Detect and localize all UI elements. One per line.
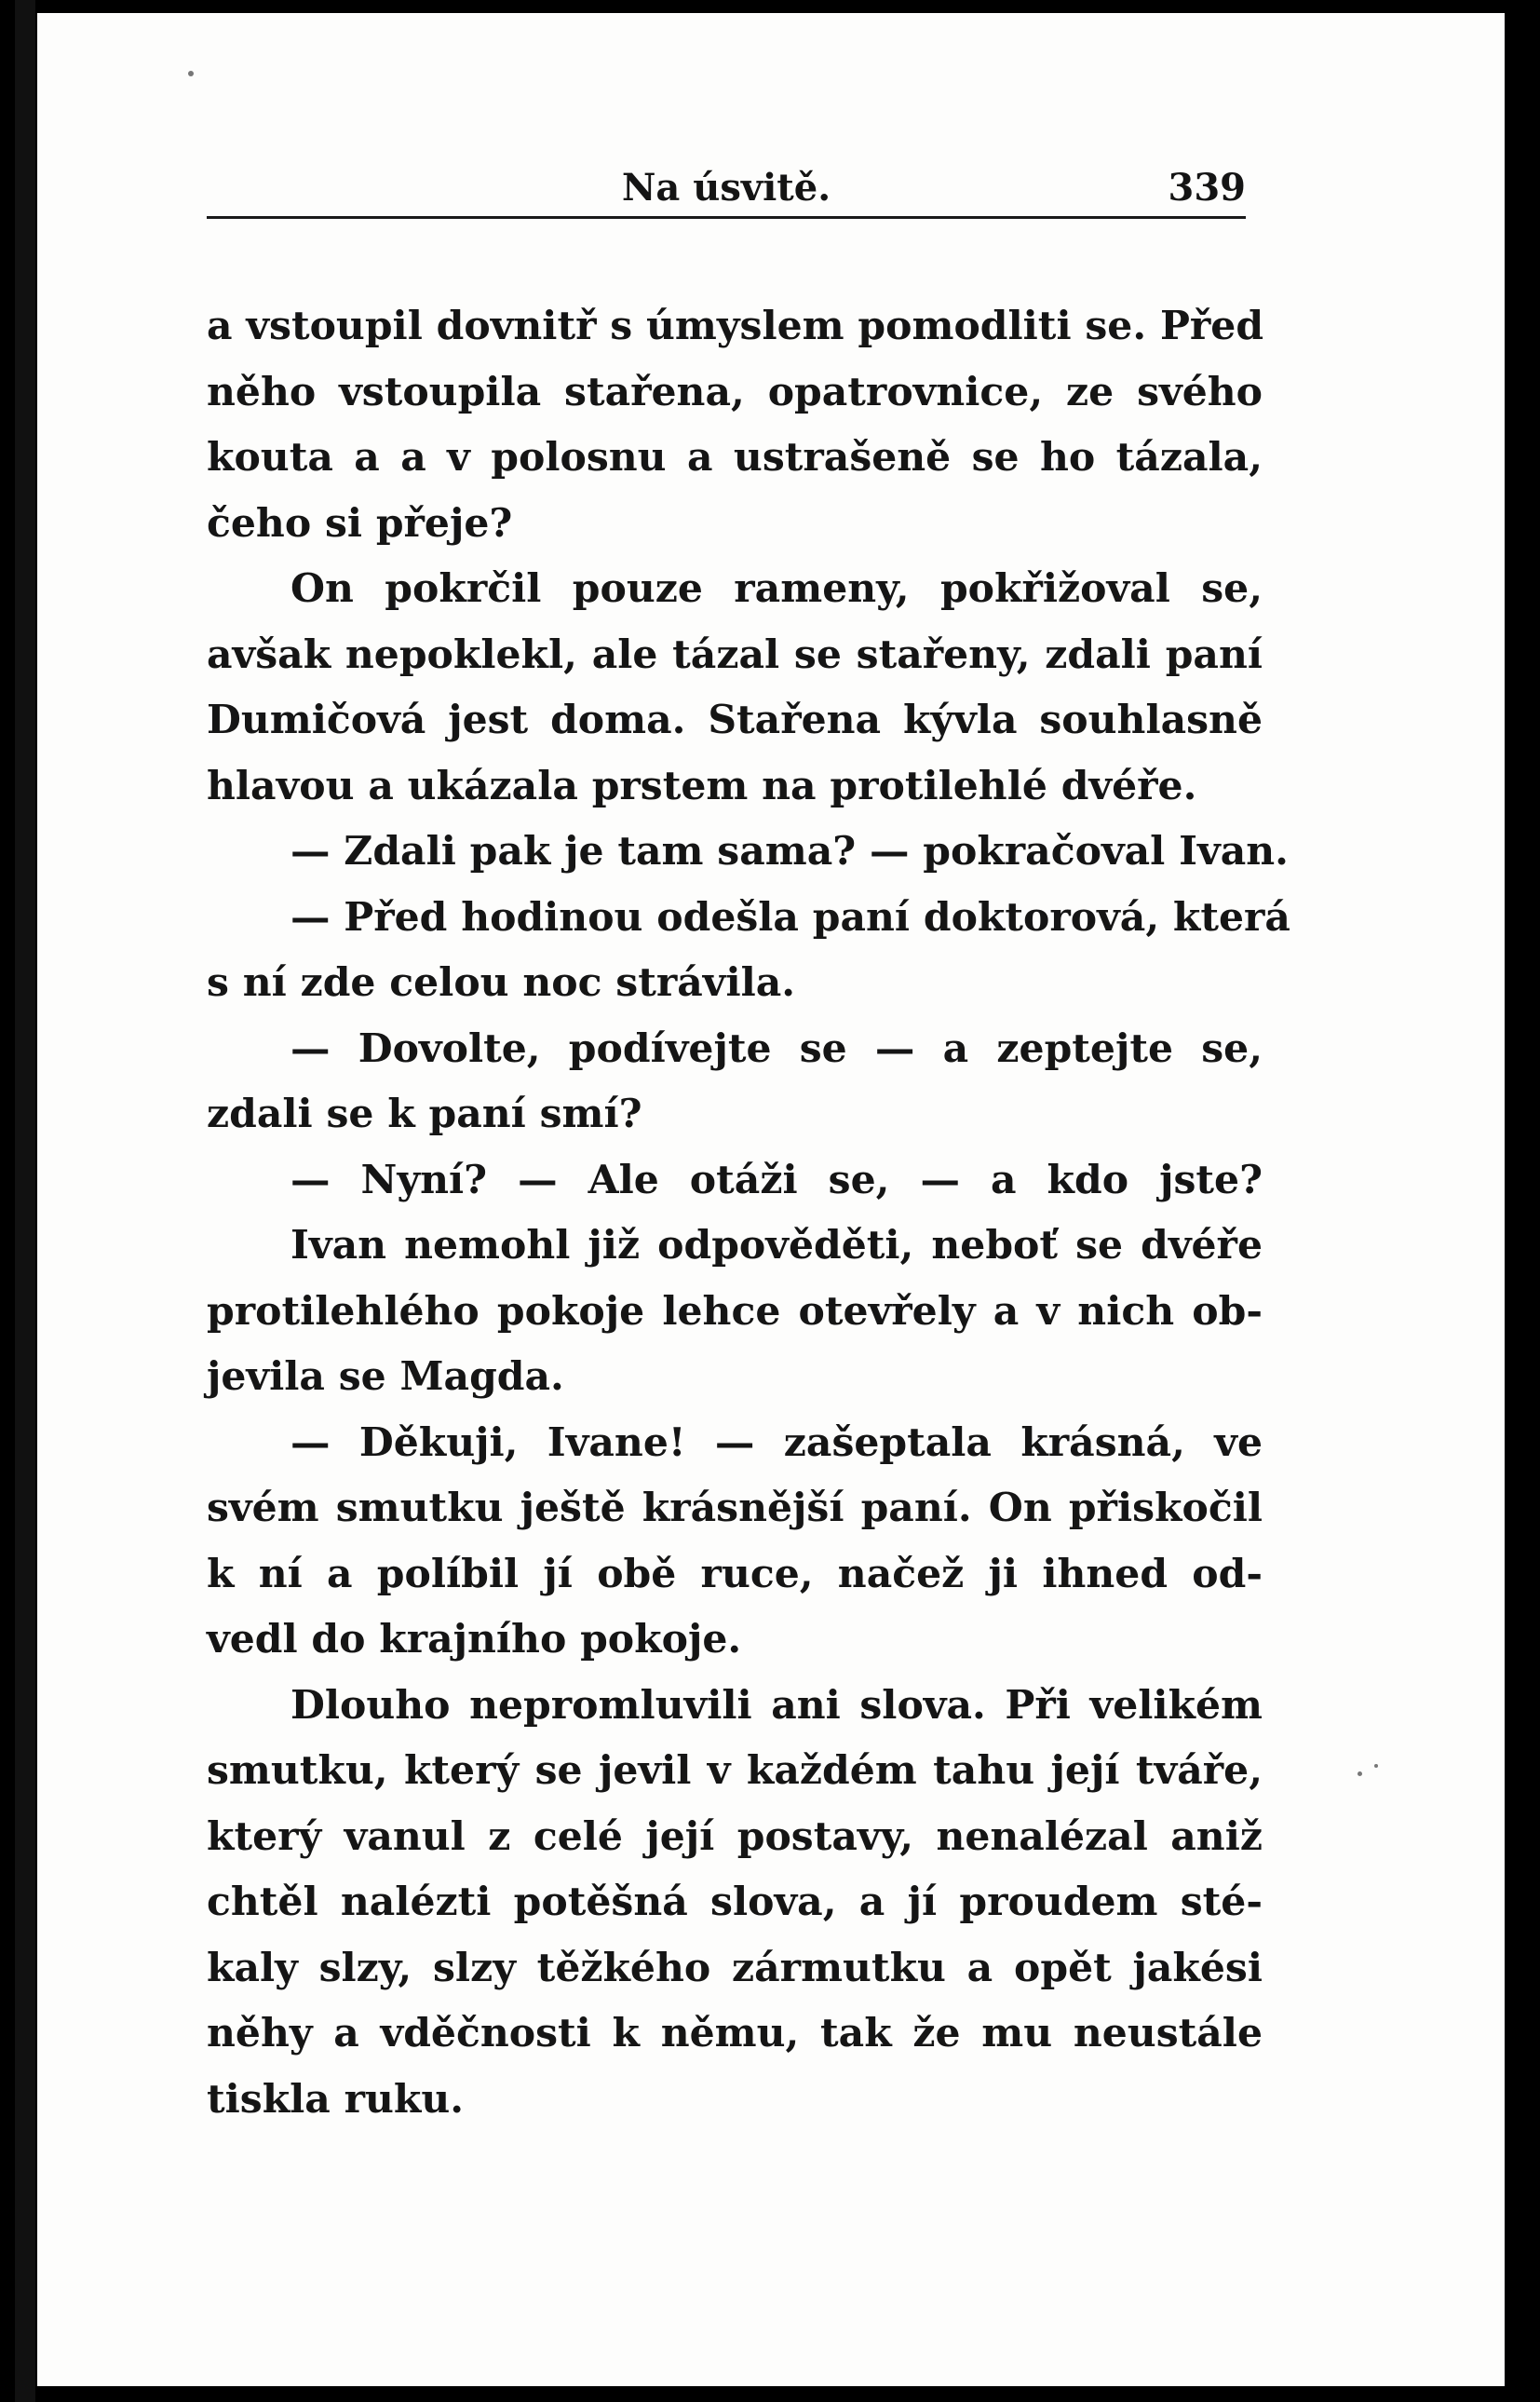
text-line: protilehlého pokoje lehce otevřely a v nich ob-	[207, 1287, 1263, 1335]
text-line: — Před hodinou odešla paní doktorová, která	[290, 893, 1290, 941]
text-line: chtěl nalézti potěšná slova, a jí proudem sté-	[207, 1879, 1263, 1925]
text-line: s ní zde celou noc strávila.	[207, 959, 796, 1006]
text-line: tiskla ruku.	[207, 2075, 465, 2123]
body-text	[207, 293, 1290, 2132]
text-line: kouta a a v polosnu a ustrašeně se ho tázala,	[207, 434, 1263, 481]
dust-speck	[188, 71, 194, 76]
text-line: smutku, který se jevil v každém tahu její tváře,	[207, 1747, 1263, 1794]
text-line: svém smutku ještě krásnější paní. On přiskočil	[207, 1485, 1263, 1531]
text-line: — Dovolte, podívejte se — a zeptejte se,	[290, 1025, 1263, 1072]
text-line: který vanul z celé její postavy, nenalézal aniž	[207, 1812, 1263, 1860]
text-line: avšak nepoklekl, ale tázal se stařeny, zdali paní	[207, 631, 1263, 678]
text-line: hlavou a ukázala prstem na protilehlé dvéře.	[207, 762, 1197, 809]
dust-speck	[1358, 1771, 1362, 1776]
page-binding-edge	[15, 0, 35, 2402]
text-line: — Děkuji, Ivane! — zašeptala krásná, ve	[290, 1418, 1263, 1466]
text-line: něhy a vděčnosti k němu, tak že mu neustále	[207, 2010, 1263, 2056]
text-line: Dumičová jest doma. Stařena kývla souhlasně	[207, 697, 1263, 743]
text-line: k ní a políbil jí obě ruce, načež ji ihned od-	[207, 1550, 1263, 1597]
text-line: vedl do krajního pokoje.	[207, 1616, 742, 1662]
text-line: a vstoupil dovnitř s úmyslem pomodliti se. Před	[207, 303, 1264, 349]
text-line: Ivan nemohl již odpověděti, neboť se dvéře	[290, 1222, 1263, 1269]
running-head-title: Na úsvitě.	[621, 166, 831, 210]
text-line: jevila se Magda.	[207, 1353, 564, 1400]
text-line: zdali se k paní smí?	[207, 1091, 642, 1137]
text-line: něho vstoupila stařena, opatrovnice, ze svého	[207, 368, 1263, 415]
dust-speck	[1374, 1764, 1378, 1768]
page-number: 339	[1168, 166, 1246, 210]
running-header	[207, 156, 1246, 219]
text-line: Dlouho nepromluvili ani slova. Při velikém	[290, 1681, 1263, 1729]
text-line: On pokrčil pouze rameny, pokřižoval se,	[290, 565, 1263, 612]
text-line: — Nyní? — Ale otáži se, — a kdo jste?	[290, 1156, 1263, 1203]
text-line: — Zdali pak je tam sama? — pokračoval Ivan.	[290, 828, 1289, 875]
text-line: čeho si přeje?	[207, 499, 513, 547]
text-line: kaly slzy, slzy těžkého zármutku a opět jakési	[207, 1944, 1263, 1991]
